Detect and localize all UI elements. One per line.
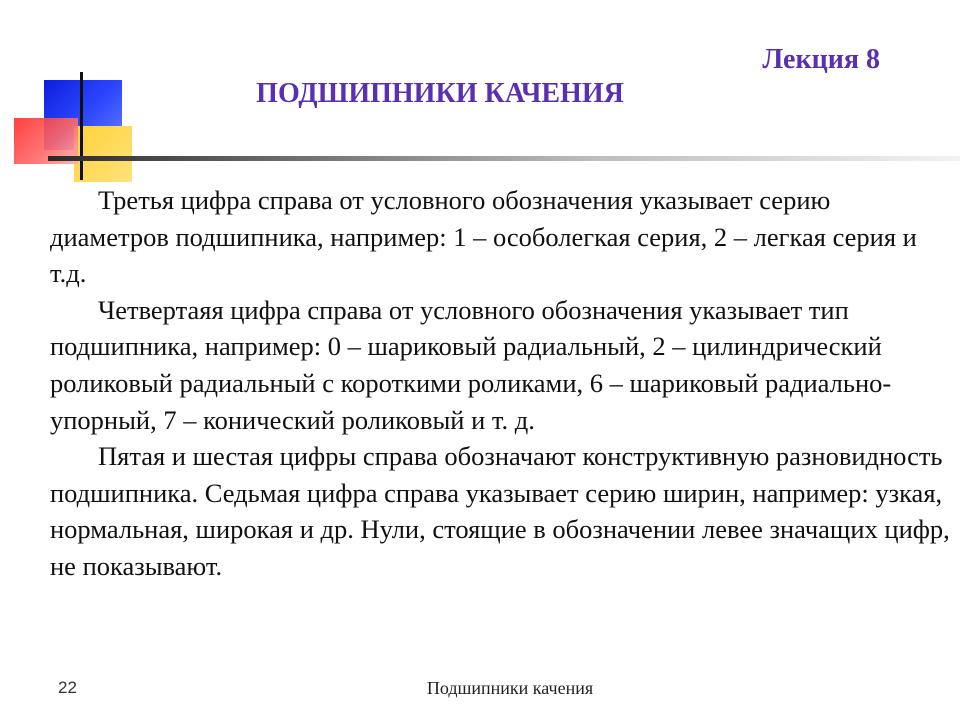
- page-number: 22: [58, 678, 77, 697]
- body-paragraph-3: Пятая и шестая цифры справа обозначают конструктивную разновидность подшипника. Седьмая цифра справа указывает серию ширин, например: узкая, нормальная, широкая и др. Нули, стоящие в обозначении левее значащих цифр, не показывают.: [50, 441, 950, 581]
- body-paragraph-1: Третья цифра справа от условного обозначения указывает серию диаметров подшипника, например: 1 – особолегкая серия, 2 – легкая серия и т.д.: [50, 185, 917, 289]
- lecture-label: Лекция 8: [762, 44, 880, 75]
- slide-title: ПОДШИПНИКИ КАЧЕНИЯ: [256, 78, 624, 109]
- footer-caption: Подшипники качения: [426, 678, 594, 698]
- body-paragraph-2: Четвертаяя цифра справа от условного обозначения указывает тип подшипника, например: 0 – шариковый радиальный, 2 – цилиндрический роликовый радиальный с короткими роликами, 6 – шариковый радиально-упорный, 7 – конический роликовый и т. д.: [50, 294, 892, 435]
- slide-body: [50, 182, 950, 585]
- horizontal-rule: [48, 156, 960, 161]
- vertical-rule: [80, 72, 83, 180]
